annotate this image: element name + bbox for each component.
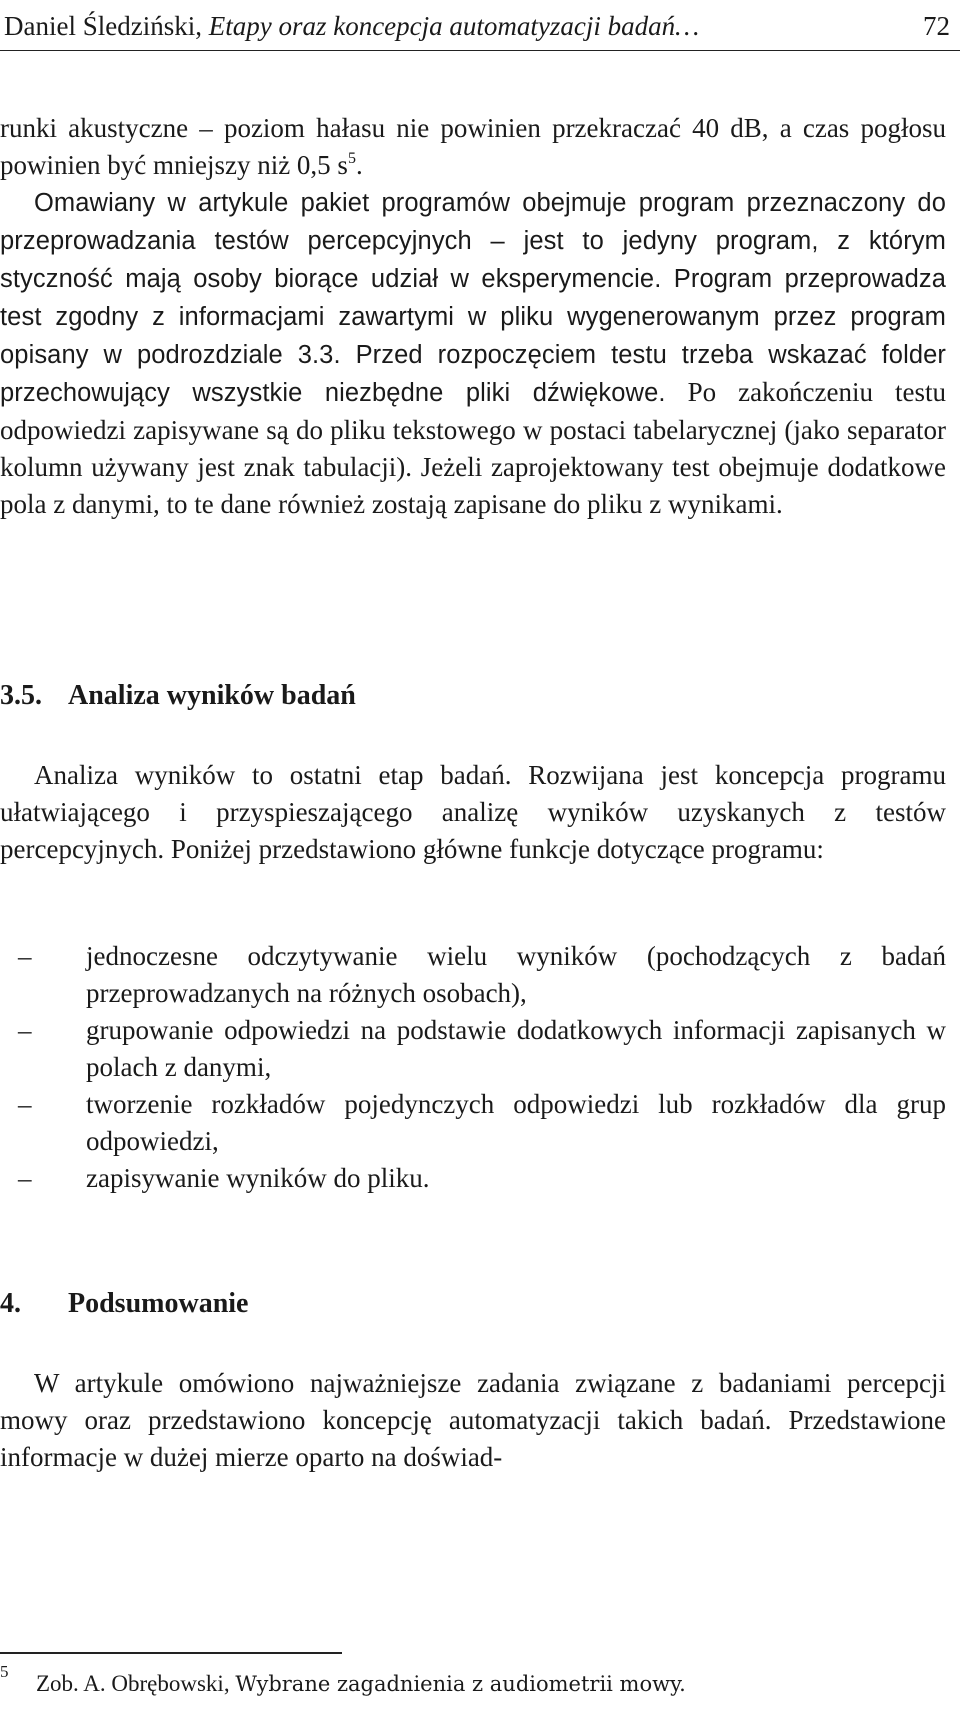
paragraph-1-text: runki akustyczne – poziom hałasu nie powinien przekraczać 40 dB, a czas pogłosu powinien być mniejszy niż 0,5 s — [0, 113, 946, 180]
paragraph-program-description — [0, 184, 946, 523]
running-header — [4, 4, 950, 48]
paragraph-analysis — [0, 757, 946, 868]
function-list — [0, 938, 946, 1197]
list-item-text: tworzenie rozkładów pojedynczych odpowiedzi lub rozkładów dla grup odpowiedzi, — [86, 1089, 946, 1156]
list-item — [0, 1086, 946, 1160]
footnote-lead: Zob. A. Obrębowski, — [36, 1671, 230, 1696]
list-item — [0, 938, 946, 1012]
section-number: 4. — [0, 1288, 21, 1319]
dash-bullet: – — [18, 1089, 32, 1119]
list-item — [0, 1160, 946, 1197]
paragraph-analysis-text: Analiza wyników to ostatni etap badań. Rozwijana jest koncepcja programu ułatwiającego i przyspieszającego analizę wyników uzyskanych z testów percepcyjnych. Poniżej przedstawiono główne funkcje dotyczące programu: — [0, 760, 946, 864]
header-author: Daniel Śledziński, — [4, 11, 202, 41]
paragraph-summary-text: W artykule omówiono najważniejsze zadania związane z badaniami percepcji mowy oraz przedstawiono koncepcję automatyzacji takich badań. Przedstawione informacje w dużej mierze oparto na doświad- — [0, 1368, 946, 1472]
dash-bullet: – — [18, 941, 32, 971]
section-title: Podsumowanie — [68, 1288, 249, 1319]
header-rule — [0, 50, 960, 51]
section-number: 3.5. — [0, 680, 42, 711]
paragraph-1-end: . — [355, 150, 363, 180]
dash-bullet: – — [18, 1015, 32, 1045]
dash-bullet: – — [18, 1163, 32, 1193]
footnote-title: Wybrane zagadnienia z audiometrii mowy. — [235, 1672, 686, 1696]
page-number: 72 — [923, 11, 950, 41]
paragraph-summary — [0, 1365, 946, 1476]
list-item-text: grupowanie odpowiedzi na podstawie dodatkowych informacji zapisanych w polach z danymi, — [86, 1015, 946, 1082]
section-heading-4 — [0, 1284, 248, 1324]
section-heading-3-5 — [0, 676, 356, 716]
section-title: Analiza wyników badań — [68, 680, 356, 711]
paragraph-2-serif-text: Po zakończeniu testu odpowiedzi zapisywane są do pliku tekstowego w postaci tabelarycznej (jako separator kolumn używany jest znak tabulacji). Jeżeli zaprojektowany test obejmuje dodatkowe pola z danymi, to te dane również zostają zapisane do pliku z wynikami. — [0, 377, 947, 519]
footnote-rule — [0, 1652, 342, 1654]
paragraph-continuation — [0, 110, 946, 184]
list-item-text: zapisywanie wyników do pliku. — [86, 1163, 430, 1193]
footnote — [0, 1660, 946, 1708]
list-item — [0, 1012, 946, 1086]
footnote-reference: 5 — [347, 150, 356, 167]
header-title: Etapy oraz koncepcja automatyzacji badań… — [208, 11, 700, 41]
list-item-text: jednoczesne odczytywanie wielu wyników (pochodzących z badań przeprowadzanych na różnych osobach), — [86, 941, 946, 1008]
footnote-mark: 5 — [0, 1662, 9, 1681]
paragraph-2-sans-text: Omawiany w artykule pakiet programów obejmuje program przeznaczony do przeprowadzania testów percepcyjnych – jest to jedyny program, z którym styczność mają osoby biorące udział w eksperymencie. Program przeprowadza test zgodny z informacjami zawartymi w pliku wygenerowanym przez program opisany w podrozdziale 3.3. Przed rozpoczęciem testu trzeba wskazać folder przechowujący wszystkie niezbędne pliki dźwiękowe. — [0, 189, 946, 407]
